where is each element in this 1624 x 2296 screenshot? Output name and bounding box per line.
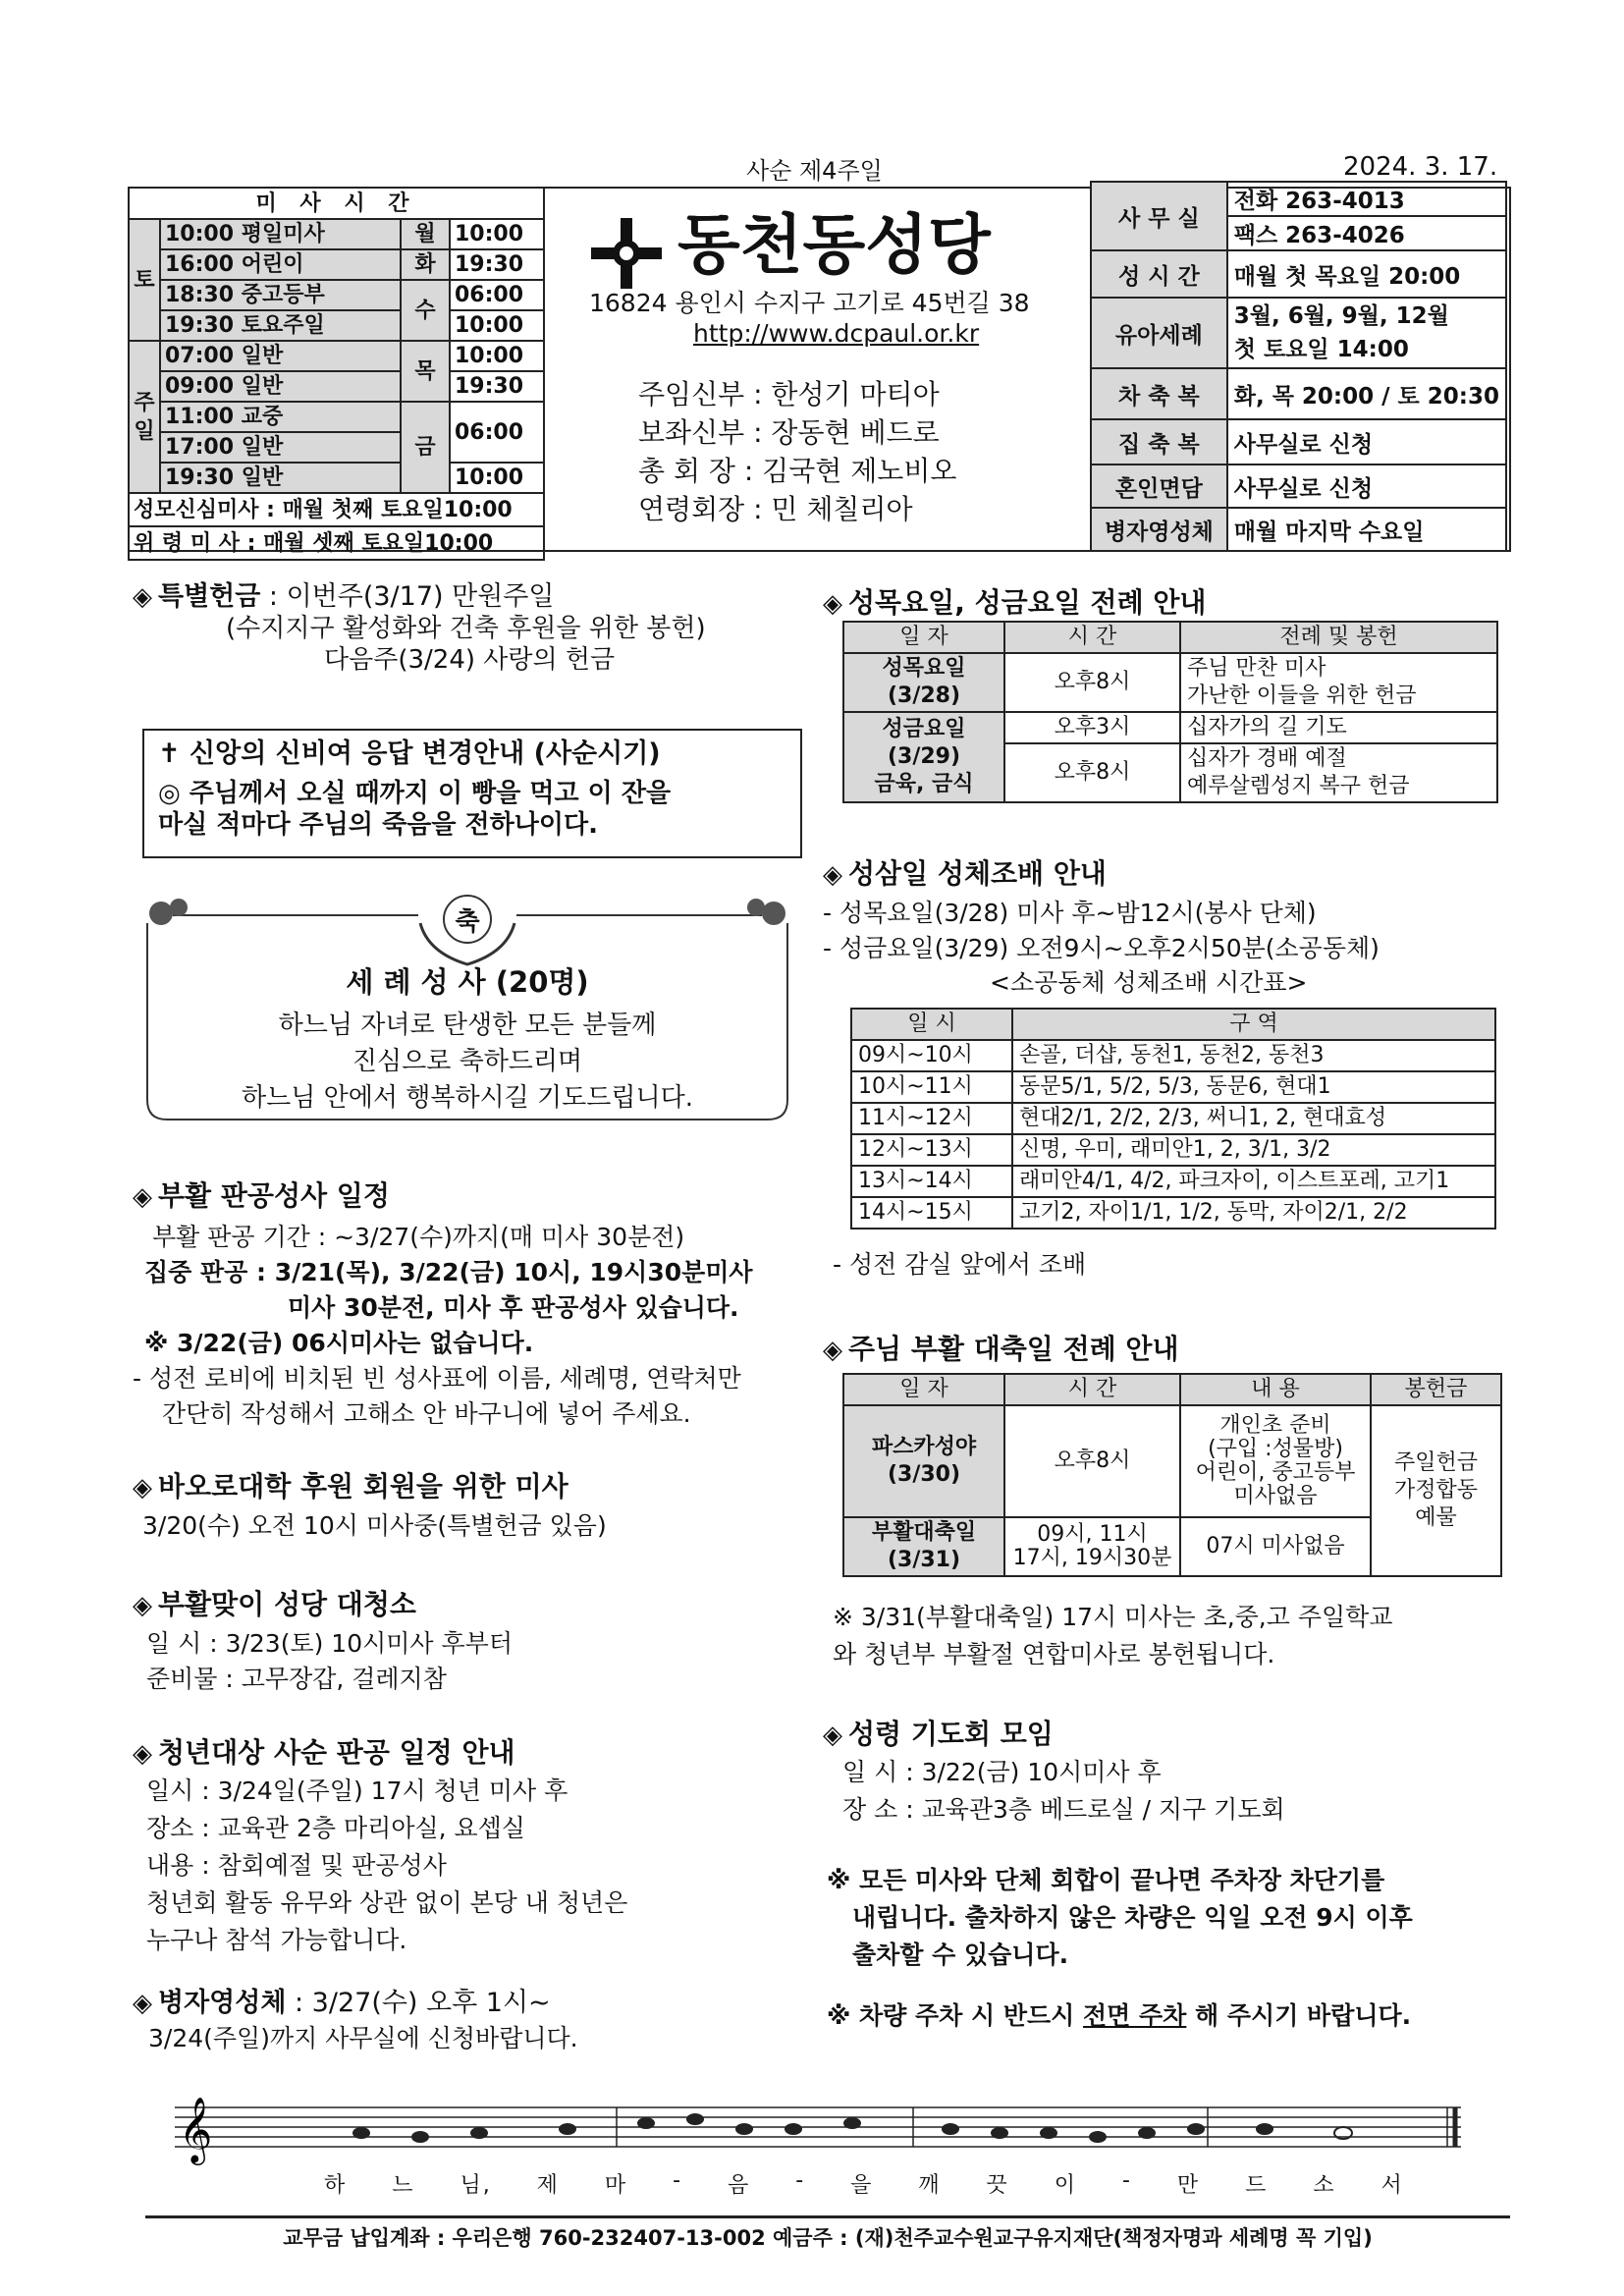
table-header: 시 간 — [1004, 1374, 1180, 1405]
section-title: 부활 판공성사 일정 — [158, 1179, 390, 1212]
row-time: 13시~14시 — [851, 1166, 1012, 1197]
easter-table — [842, 1373, 1502, 1577]
music-staff-icon — [175, 2094, 1461, 2172]
day-label: 금 — [401, 402, 450, 493]
paul-line: 3/20(수) 오전 10시 미사중(특별헌금 있음) — [142, 1511, 607, 1540]
spirit-section — [823, 1713, 1285, 1829]
table-row — [851, 1197, 1495, 1229]
day-note: 금육, 금식 — [874, 772, 974, 796]
easter-time: 17시, 19시30분 — [1012, 1546, 1172, 1570]
mass-time: 10:00 — [450, 219, 544, 249]
week-title: 사순 제4주일 — [746, 157, 883, 185]
table-header: 일 자 — [843, 622, 1004, 653]
table-row — [851, 1166, 1495, 1197]
mystery-line: 마실 적마다 주님의 죽음을 전하나이다. — [158, 810, 598, 840]
easter-content: 07시 미사없음 — [1180, 1517, 1371, 1576]
office-value: 화, 목 20:00 / 토 20:30 — [1227, 368, 1506, 419]
lyric: 하 — [324, 2173, 348, 2198]
sick-line: 3/24(주일)까지 사무실에 신청바랍니다. — [148, 2024, 578, 2052]
diamond-icon: ◈ — [823, 860, 842, 890]
confession-line: ※ 3/22(금) 06시미사는 없습니다. — [144, 1329, 534, 1357]
offering-text: 예물 — [1415, 1505, 1457, 1530]
parish-name: 동천동성당 — [677, 207, 991, 283]
table-row — [851, 1040, 1495, 1071]
mass-time: 09:00 일반 — [160, 371, 401, 402]
day-label: 수 — [401, 280, 450, 341]
parish-url[interactable]: http://www.dcpaul.or.kr — [693, 319, 980, 348]
table-header: 시 간 — [1004, 622, 1180, 653]
day-label: 화 — [401, 249, 450, 280]
youth-line: 장소 : 교육관 2층 마리아실, 요셉실 — [146, 1814, 525, 1842]
adoration-subtitle: <소공동체 성체조배 시간표> — [990, 968, 1308, 997]
lyric: 음 — [727, 2173, 751, 2198]
adoration-line: - 성목요일(3/28) 미사 후~밤12시(봉사 단체) — [823, 899, 1317, 927]
footer-divider — [145, 2215, 1510, 2218]
easter-note-line: ※ 3/31(부활대축일) 17시 미사는 초,중,고 주일학교 — [833, 1603, 1393, 1631]
office-value: 팩스 263-4026 — [1227, 216, 1506, 250]
section-title: 성목요일, 성금요일 전례 안내 — [848, 586, 1207, 619]
mass-time: 19:30 일반 — [160, 463, 401, 493]
mass-time: 10:00 — [450, 341, 544, 371]
offering-line: 다음주(3/24) 사랑의 헌금 — [324, 645, 616, 675]
row-time: 11시~12시 — [851, 1103, 1012, 1134]
mass-time: 18:30 중고등부 — [160, 280, 401, 310]
office-label: 혼인면담 — [1091, 465, 1227, 508]
easter-content: 미사없음 — [1233, 1484, 1318, 1508]
easter-note-line: 와 청년부 부활절 연합미사로 봉헌됩니다. — [833, 1640, 1275, 1668]
office-label: 차 축 복 — [1091, 368, 1227, 419]
holy-detail: 십자가의 길 기도 — [1180, 712, 1497, 743]
easter-time: 09시, 11시 — [1037, 1522, 1148, 1547]
day-date: (3/30) — [887, 1462, 961, 1487]
table-row — [851, 1071, 1495, 1103]
table-header: 구 역 — [1012, 1009, 1495, 1040]
mass-time: 10:00 — [450, 310, 544, 341]
office-label: 유아세례 — [1091, 298, 1227, 368]
office-label: 병자영성체 — [1091, 508, 1227, 551]
office-value: 사무실로 신청 — [1227, 419, 1506, 465]
office-label: 집 축 복 — [1091, 419, 1227, 465]
mass-time: 06:00 — [450, 280, 544, 310]
parking-line: ※ 차량 주차 시 반드시 — [827, 2001, 1084, 2030]
holy-detail: 예루살렘성지 복구 헌금 — [1187, 774, 1410, 798]
row-area: 래미안4/1, 4/2, 파크자이, 이스트포레, 고기1 — [1012, 1166, 1495, 1197]
holy-time: 오후3시 — [1004, 712, 1180, 743]
section-title: 성령 기도회 모임 — [848, 1718, 1054, 1750]
confession-section — [133, 1175, 753, 1432]
sick-section — [133, 1988, 578, 2054]
mass-time: 06:00 — [450, 402, 544, 463]
lyric: 제 — [536, 2173, 560, 2198]
bulletin-date: 2024. 3. 17. — [1343, 152, 1498, 182]
confession-line: 집중 판공 : 3/21(목), 3/22(금) 10시, 19시30분미사 — [144, 1258, 753, 1286]
lyric: 끗 — [986, 2173, 1009, 2198]
lyrics — [324, 2168, 1404, 2199]
cross-icon: ✝ — [158, 738, 181, 769]
section-title: 특별헌금 — [158, 581, 261, 612]
row-time: 09시~10시 — [851, 1040, 1012, 1071]
holy-time: 오후8시 — [1004, 653, 1180, 712]
spirit-line: 일 시 : 3/22(금) 10시미사 후 — [842, 1758, 1162, 1786]
easter-time: 오후8시 — [1004, 1405, 1180, 1517]
lyric: 마 — [604, 2173, 628, 2198]
row-time: 10시~11시 — [851, 1071, 1012, 1103]
footer-account: 교무금 납입계좌 : 우리은행 760-232407-13-002 예금주 : (재)천주교수원교구유지재단(책정자명과 세례명 꼭 기입) — [283, 2226, 1373, 2250]
lyric: - — [795, 2168, 806, 2193]
special-mass-2: 위 령 미 사 : 매월 셋째 토요일10:00 — [129, 526, 544, 560]
youth-line: 내용 : 참회예절 및 판공성사 — [146, 1851, 447, 1880]
adoration-section — [823, 852, 1380, 1000]
offering-section — [133, 581, 706, 676]
lyric: 만 — [1176, 2173, 1201, 2198]
diamond-icon: ◈ — [823, 1721, 842, 1750]
table-header: 일 자 — [843, 1374, 1004, 1405]
table-header: 일 시 — [851, 1009, 1012, 1040]
mass-time: 10:00 평일미사 — [160, 219, 401, 249]
offering-text: 가정합동 — [1393, 1478, 1478, 1503]
row-area: 현대2/1, 2/2, 2/3, 써니1, 2, 현대효성 — [1012, 1103, 1495, 1134]
adoration-line: - 성금요일(3/29) 오전9시~오후2시50분(소공동체) — [823, 934, 1380, 962]
parking-line: ※ 모든 미사와 단체 회합이 끝나면 주차장 차단기를 — [827, 1866, 1385, 1894]
confession-line: - 성전 로비에 비치된 빈 성사표에 이름, 세례명, 연락처만 — [133, 1364, 741, 1393]
day-label: 파스카성야 — [871, 1435, 977, 1459]
offering-line: : 이번주(3/17) 만원주일 — [260, 581, 555, 612]
lyric: 느 — [392, 2173, 415, 2198]
holy-days-table — [842, 621, 1498, 803]
holy-detail: 가난한 이들을 위한 헌금 — [1187, 683, 1417, 708]
mass-time: 10:00 — [450, 463, 544, 493]
office-value: 전화 263-4013 — [1227, 182, 1506, 216]
holy-section-title — [823, 581, 1206, 621]
adoration-note: - 성전 감실 앞에서 조배 — [833, 1250, 1087, 1279]
parking-line: 내립니다. 출차하지 않은 차량은 익일 오전 9시 이후 — [852, 1903, 1413, 1932]
table-header: 봉헌금 — [1371, 1374, 1501, 1405]
office-value: 매월 첫 목요일 20:00 — [1227, 250, 1506, 298]
confession-line: 간단히 작성해서 고해소 안 바구니에 넣어 주세요. — [162, 1399, 691, 1428]
mass-time: 19:30 — [450, 249, 544, 280]
paul-section — [133, 1465, 607, 1542]
table-header: 내 용 — [1180, 1374, 1371, 1405]
staff-line: 연령회장 : 민 체칠리아 — [638, 493, 913, 525]
sun-label: 주일 — [129, 341, 160, 493]
cleaning-line: 일 시 : 3/23(토) 10시미사 후부터 — [146, 1629, 513, 1658]
row-time: 14시~15시 — [851, 1197, 1012, 1229]
staff-list — [638, 375, 956, 528]
easter-content: 어린이, 중고등부 — [1195, 1460, 1356, 1485]
section-title: 청년대상 사순 판공 일정 안내 — [158, 1736, 515, 1769]
office-value: 사무실로 신청 — [1227, 465, 1506, 508]
diamond-icon: ◈ — [133, 1182, 152, 1212]
baptism-line: 진심으로 축하드리며 — [352, 1047, 583, 1076]
lyric: 드 — [1245, 2173, 1269, 2198]
section-title: 바오로대학 후원 회원을 위한 미사 — [158, 1470, 568, 1503]
staff-line: 보좌신부 : 장동현 베드로 — [638, 416, 940, 449]
mass-schedule-table — [128, 187, 545, 561]
mystery-title: 신앙의 신비여 응답 변경안내 (사순시기) — [189, 738, 661, 769]
baptism-line: 하느님 자녀로 탄생한 모든 분들께 — [278, 1011, 657, 1040]
youth-section — [133, 1731, 627, 1959]
baptism-title: 세 례 성 사 (20명) — [346, 965, 589, 999]
baptism-text — [134, 962, 801, 1117]
office-value: 첫 토요일 14:00 — [1233, 337, 1409, 362]
lyric: 을 — [850, 2173, 874, 2198]
baptism-line: 하느님 안에서 행복하시길 기도드립니다. — [241, 1083, 694, 1113]
day-date: (3/31) — [887, 1548, 961, 1572]
special-mass-1: 성모신심미사 : 매월 첫째 토요일10:00 — [129, 493, 544, 526]
parking-line: 출차할 수 있습니다. — [852, 1941, 1069, 1969]
mystery-box — [142, 729, 802, 858]
day-label: 목 — [401, 341, 450, 402]
day-date: (3/29) — [887, 744, 961, 769]
office-label: 성 시 간 — [1091, 250, 1227, 298]
staff-line: 총 회 장 : 김국현 제노비오 — [638, 455, 957, 487]
mass-time: 11:00 교중 — [160, 402, 401, 432]
diamond-icon: ◈ — [823, 589, 842, 619]
offering-line: (수지지구 활성화와 건축 후원을 위한 봉헌) — [226, 614, 706, 643]
staff-line: 주임신부 : 한성기 마티아 — [638, 378, 940, 410]
mass-time: 19:30 토요주일 — [160, 310, 401, 341]
diamond-icon: ◈ — [823, 1336, 842, 1365]
svg-text:𝄞: 𝄞 — [179, 2096, 213, 2162]
parking-emphasis: 전면 주차 — [1083, 2001, 1187, 2030]
cross-logo-icon — [587, 214, 666, 293]
confession-line: 부활 판공 기간 : ~3/27(수)까지(매 미사 30분전) — [152, 1223, 685, 1251]
row-area: 고기2, 자이1/1, 1/2, 동막, 자이2/1, 2/2 — [1012, 1197, 1495, 1229]
diamond-icon: ◈ — [133, 1591, 152, 1620]
lyric: 님, — [460, 2173, 492, 2198]
parking-line: 해 주시기 바랍니다. — [1186, 2001, 1412, 2030]
section-title: 성삼일 성체조배 안내 — [848, 857, 1107, 890]
row-area: 신명, 우미, 래미안1, 2, 3/1, 3/2 — [1012, 1134, 1495, 1166]
diamond-icon: ◈ — [133, 1473, 152, 1503]
lyric: 깨 — [918, 2173, 942, 2198]
diamond-icon: ◈ — [133, 1989, 152, 2018]
mystery-line: ◎ 주님께서 오실 때까지 이 빵을 먹고 이 잔을 — [158, 779, 672, 808]
sick-line: : 3/27(수) 오후 1시~ — [286, 1988, 551, 2018]
confession-line: 미사 30분전, 미사 후 판공성사 있습니다. — [288, 1293, 739, 1322]
mass-time: 19:30 — [450, 371, 544, 402]
section-title: 병자영성체 — [158, 1988, 287, 2018]
row-area: 동문5/1, 5/2, 5/3, 동문6, 현대1 — [1012, 1071, 1495, 1103]
section-title: 부활맞이 성당 대청소 — [158, 1588, 416, 1620]
easter-note — [833, 1599, 1392, 1673]
parish-address: 16824 용인시 수지구 고기로 45번길 38 — [589, 289, 1030, 317]
youth-line: 일시 : 3/24일(주일) 17시 청년 미사 후 — [146, 1777, 568, 1805]
sat-label: 토 — [129, 219, 160, 341]
mass-time: 16:00 어린이 — [160, 249, 401, 280]
holy-detail: 십자가 경배 예절 — [1187, 746, 1347, 771]
parking-notice — [827, 1862, 1413, 2035]
easter-content: 개인초 준비 — [1219, 1413, 1331, 1438]
diamond-icon: ◈ — [133, 582, 152, 612]
section-title: 주님 부활 대축일 전례 안내 — [848, 1333, 1179, 1365]
day-label: 부활대축일 — [871, 1520, 977, 1545]
lyric: - — [1121, 2168, 1132, 2193]
holy-time: 오후8시 — [1004, 743, 1180, 802]
office-value: 매월 마지막 수요일 — [1227, 508, 1506, 551]
diamond-icon: ◈ — [133, 1739, 152, 1769]
youth-line: 누구나 참석 가능합니다. — [146, 1926, 407, 1954]
day-label: 월 — [401, 219, 450, 249]
mass-title: 미 사 시 간 — [129, 188, 544, 219]
office-label: 사 무 실 — [1091, 182, 1227, 250]
mass-time: 07:00 일반 — [160, 341, 401, 371]
day-label: 성목요일 — [882, 656, 966, 681]
baptism-badge: 축 — [455, 907, 480, 937]
row-area: 손골, 더샵, 동천1, 동천2, 동천3 — [1012, 1040, 1495, 1071]
lyric: 이 — [1054, 2173, 1078, 2198]
lyric: - — [673, 2168, 683, 2193]
table-row — [851, 1134, 1495, 1166]
table-row — [851, 1103, 1495, 1134]
adoration-table — [850, 1008, 1496, 1230]
lyric: 서 — [1380, 2173, 1404, 2198]
office-value: 3월, 6월, 9월, 12월 — [1233, 303, 1449, 329]
cleaning-line: 준비물 : 고무장갑, 걸레지참 — [146, 1665, 447, 1693]
offering-text: 주일헌금 — [1393, 1450, 1478, 1475]
mass-time: 17:00 일반 — [160, 432, 401, 463]
table-header: 전례 및 봉헌 — [1180, 622, 1497, 653]
youth-line: 청년회 활동 유무와 상관 없이 본당 내 청년은 — [146, 1888, 628, 1917]
easter-section-title — [823, 1328, 1179, 1367]
lyric: 소 — [1313, 2173, 1336, 2198]
day-label: 성금요일 — [882, 717, 966, 741]
office-info-table — [1090, 181, 1507, 552]
easter-content: (구입 :성물방) — [1208, 1437, 1343, 1461]
day-date: (3/28) — [887, 683, 961, 708]
spirit-line: 장 소 : 교육관3층 베드로실 / 지구 기도회 — [842, 1795, 1285, 1824]
row-time: 12시~13시 — [851, 1134, 1012, 1166]
holy-detail: 주님 만찬 미사 — [1187, 656, 1326, 681]
cleaning-section — [133, 1583, 513, 1697]
